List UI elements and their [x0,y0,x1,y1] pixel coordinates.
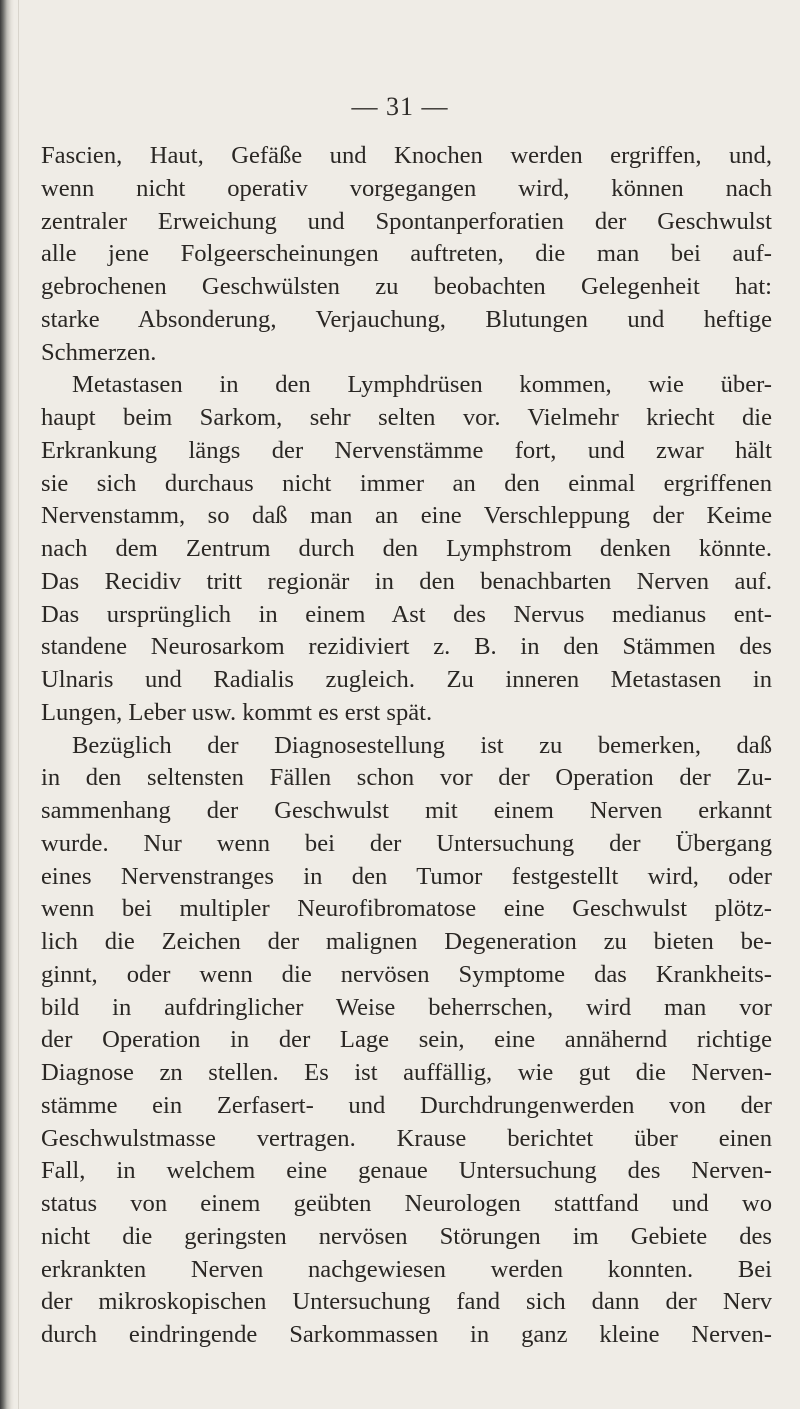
text-line: wenn nicht operativ vorgegangen wird, können nach [41,174,772,202]
text-line: Das Recidiv tritt regionär in den benachbarten Nerven auf. [41,567,772,595]
text-line: gebrochenen Geschwülsten zu beobachten Gelegenheit hat: [41,273,772,300]
text-line: Erkrankung längs der Nervenstämme fort, und zwar hält [41,436,772,464]
text-line: Metastasen in den Lymphdrüsen kommen, wie über- [72,371,772,399]
text-line: Das ursprünglich in einem Ast des Nervus medianus ent- [41,600,772,628]
text-line: durch eindringende Sarkommassen in ganz kleine Nerven- [41,1321,772,1348]
text-line: stämme ein Zerfasert- und Durchdrungenwerden von der [41,1091,772,1119]
text-line: Schmerzen. [41,338,157,366]
text-line: Fascien, Haut, Gefäße und Knochen werden ergriffen, und, [41,142,772,169]
page-number: — 31 — [351,92,449,121]
text-line: erkrankten Nerven nachgewiesen werden konnten. Bei [41,1255,772,1283]
text-line: der Operation in der Lage sein, eine annähernd richtige [41,1026,772,1054]
text-line: status von einem geübten Neurologen stattfand und wo [41,1190,772,1217]
text-line: sie sich durchaus nicht immer an den einmal ergriffenen [41,469,772,497]
text-line: der mikroskopischen Untersuchung fand sich dann der Nerv [41,1288,772,1316]
text-line: Ulnaris und Radialis zugleich. Zu inneren Metastasen in [41,666,772,693]
text-line: alle jene Folgeerscheinungen auftreten, die man bei auf- [41,240,772,268]
text-line: lich die Zeichen der malignen Degeneration zu bieten be- [41,928,772,955]
body-text [41,140,772,1352]
text-line: Nervenstamm, so daß man an eine Verschleppung der Keime [41,502,772,530]
text-line: Diagnose zn stellen. Es ist auffällig, wie gut die Nerven- [41,1059,772,1086]
text-line: in den seltensten Fällen schon vor der Operation der Zu- [41,764,772,792]
text-line: bild in aufdringlicher Weise beherrschen, wird man vor [41,993,772,1021]
text-line: eines Nervenstranges in den Tumor festgestellt wird, oder [41,862,772,890]
text-line: wurde. Nur wenn bei der Untersuchung der Übergang [41,829,772,857]
text-line: standene Neurosarkom rezidiviert z. B. in den Stämmen des [41,633,772,661]
text-line: nach dem Zentrum durch den Lymphstrom denken könnte. [41,535,772,562]
text-line: wenn bei multipler Neurofibromatose eine Geschwulst plötz- [41,895,772,923]
text-line: ginnt, oder wenn die nervösen Symptome das Krankheits- [41,960,772,988]
scan-edge [0,0,14,1409]
text-line: nicht die geringsten nervösen Störungen im Gebiete des [41,1222,772,1250]
text-line: zentraler Erweichung und Spontanperforatien der Geschwulst [41,207,772,235]
text-line: Fall, in welchem eine genaue Untersuchung des Nerven- [41,1157,772,1185]
text-line: sammenhang der Geschwulst mit einem Nerven erkannt [41,797,772,824]
text-line: Lungen, Leber usw. kommt es erst spät. [41,698,433,726]
text-line: Geschwulstmasse vertragen. Krause berichtet über einen [41,1124,772,1152]
text-line: haupt beim Sarkom, sehr selten vor. Vielmehr kriecht die [41,404,772,431]
text-line: starke Absonderung, Verjauchung, Blutungen und heftige [41,305,772,333]
text-line: Bezüglich der Diagnosestellung ist zu bemerken, daß [72,731,772,759]
scan-edge-line [18,0,19,1409]
